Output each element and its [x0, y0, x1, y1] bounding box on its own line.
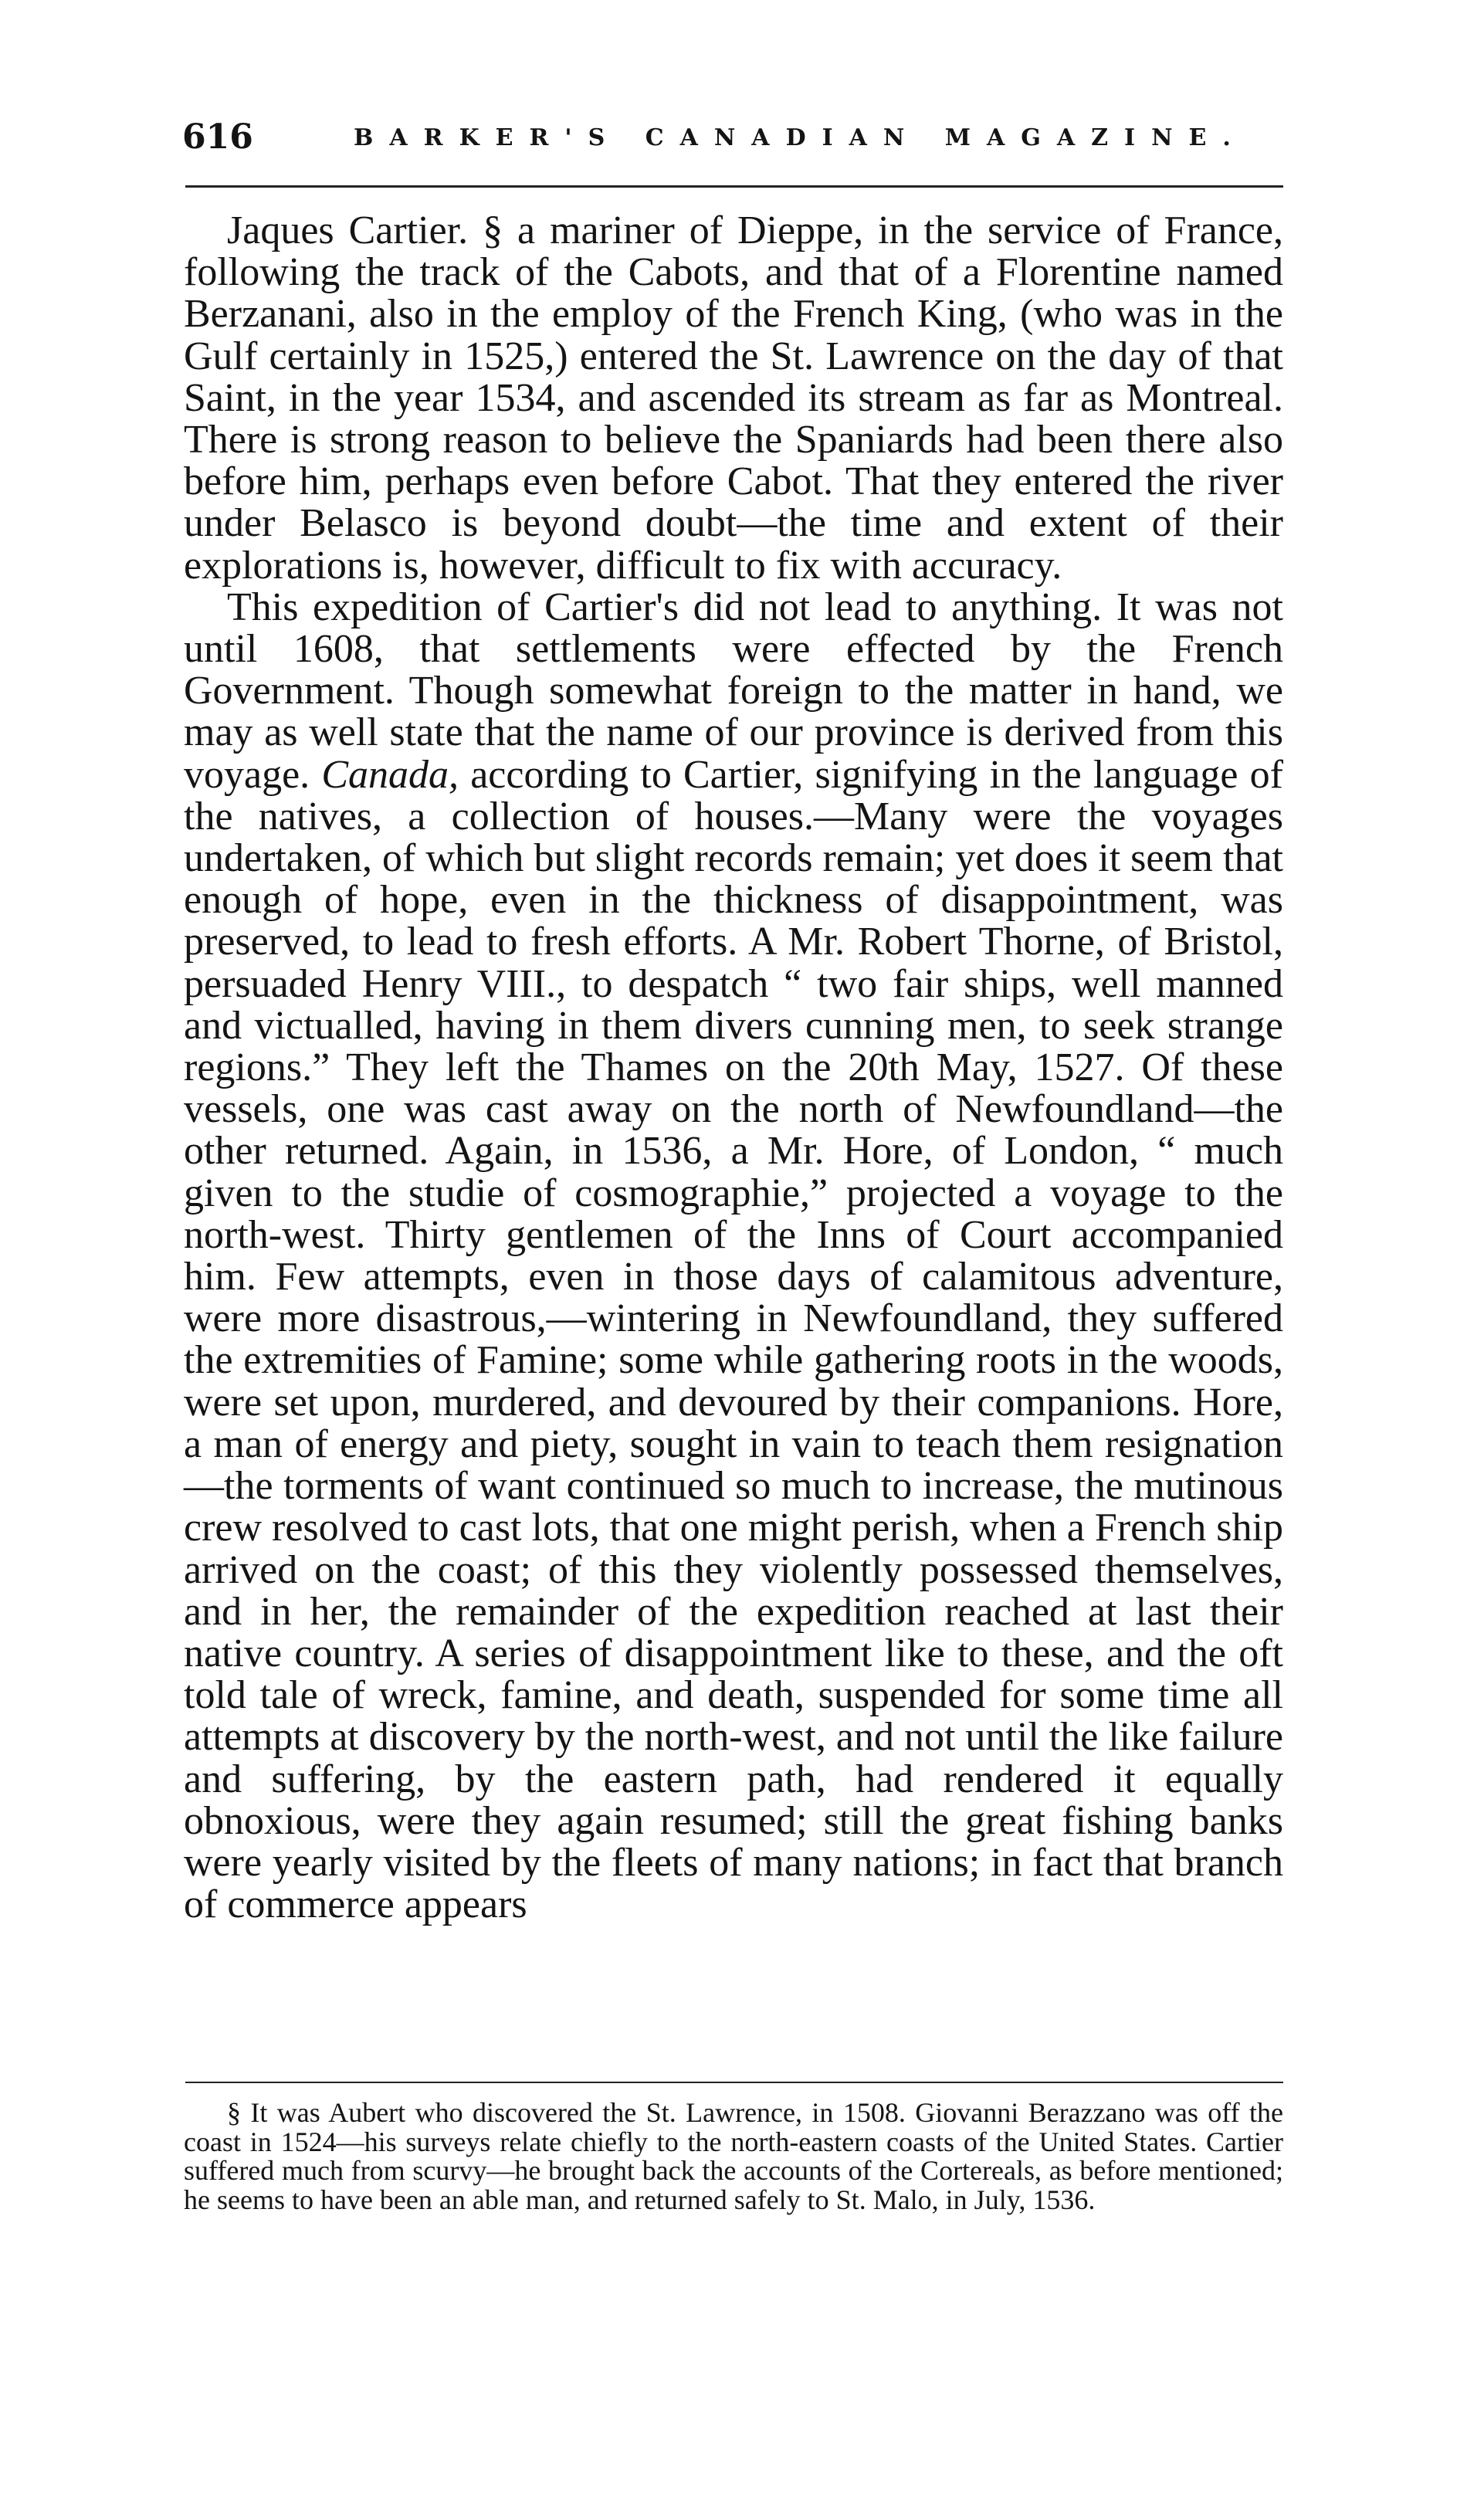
body-text: [184, 210, 1283, 1926]
paragraph-expedition-part-1: This expedition of Cartier's did not lead to anything. It was not until 1608, that settlements were effected by the French Government. Though somewhat foreign to the matter in hand, we may as well state that the name of our province is derived from this voyage.: [184, 584, 1283, 797]
footnote-rule: [185, 2082, 1283, 2083]
paragraph-cartier: Jaques Cartier. § a mariner of Dieppe, in the service of France, following the track of the Cabots, and that of a Florentine named Berzanani, also in the employ of the French King, (who was in the Gulf certainly in 1525,) entered the St. Lawrence on the day of that Saint, in the year 1534, and ascended its stream as far as Montreal. There is strong reason to believe the Spaniards had been there also before him, perhaps even before Cabot. That they entered the river under Belasco is beyond doubt—the time and extent of their explorations is, however, difficult to fix with accuracy.: [184, 208, 1283, 588]
header-rule: [185, 185, 1283, 188]
page-number: 616: [182, 117, 253, 157]
running-head: BARKER'S CANADIAN MAGAZINE.: [354, 124, 1247, 151]
footnote-text: § It was Aubert who discovered the St. Lawrence, in 1508. Giovanni Berazzano was off the coast in 1524—his surveys relate chiefly to the north-eastern coasts of the United States. Cartier suffered much from scurvy—he brought back the accounts of the Cortereals, as before mentioned; he seems to have been an able man, and returned safely to St. Malo, in July, 1536.: [184, 2097, 1283, 2215]
canada-term: Canada,: [321, 752, 459, 797]
footnote: [184, 2099, 1283, 2214]
page-header: [182, 114, 1294, 164]
paragraph-expedition: [184, 584, 1283, 1927]
paragraph-expedition-part-2: according to Cartier, signifying in the language of the natives, a collection of houses.—Many were the voyages undertaken, of which but slight records remain; yet does it seem that enough of hope, even in the thickness of disappointment, was preserved, to lead to fresh efforts. A Mr. Robert Thorne, of Bristol, persuaded Henry VIII., to despatch “ two fair ships, well manned and victualled, having in them divers cunning men, to seek strange regions.” They left the Thames on the 20th May, 1527. Of these vessels, one was cast away on the north of Newfoundland—the other returned. Again, in 1536, a Mr. Hore, of London, “ much given to the studie of cosmographie,” projected a voyage to the north-west. Thirty gentlemen of the Inns of Court accompanied him. Few attempts, even in those days of calamitous adventure, were more disastrous,—wintering in Newfoundland, they suffered the extremities of Famine; some while gathering roots in the woods, were set upon, murdered, and devoured by their companions. Hore, a man of energy and piety, sought in vain to teach them resignation—the torments of want continued so much to increase, the mutinous crew resolved to cast lots, that one might perish, when a French ship arrived on the coast; of this they violently possessed themselves, and in her, the remainder of the expedition reached at last their native country. A series of disappointment like to these, and the oft told tale of wreck, famine, and death, suspended for some time all attempts at discovery by the north-west, and not until the like failure and suffering, by the eastern path, had rendered it equally obnoxious, were they again resumed; still the great fishing banks were yearly visited by the fleets of many nations; in fact that branch of commerce appears: [184, 752, 1283, 1927]
